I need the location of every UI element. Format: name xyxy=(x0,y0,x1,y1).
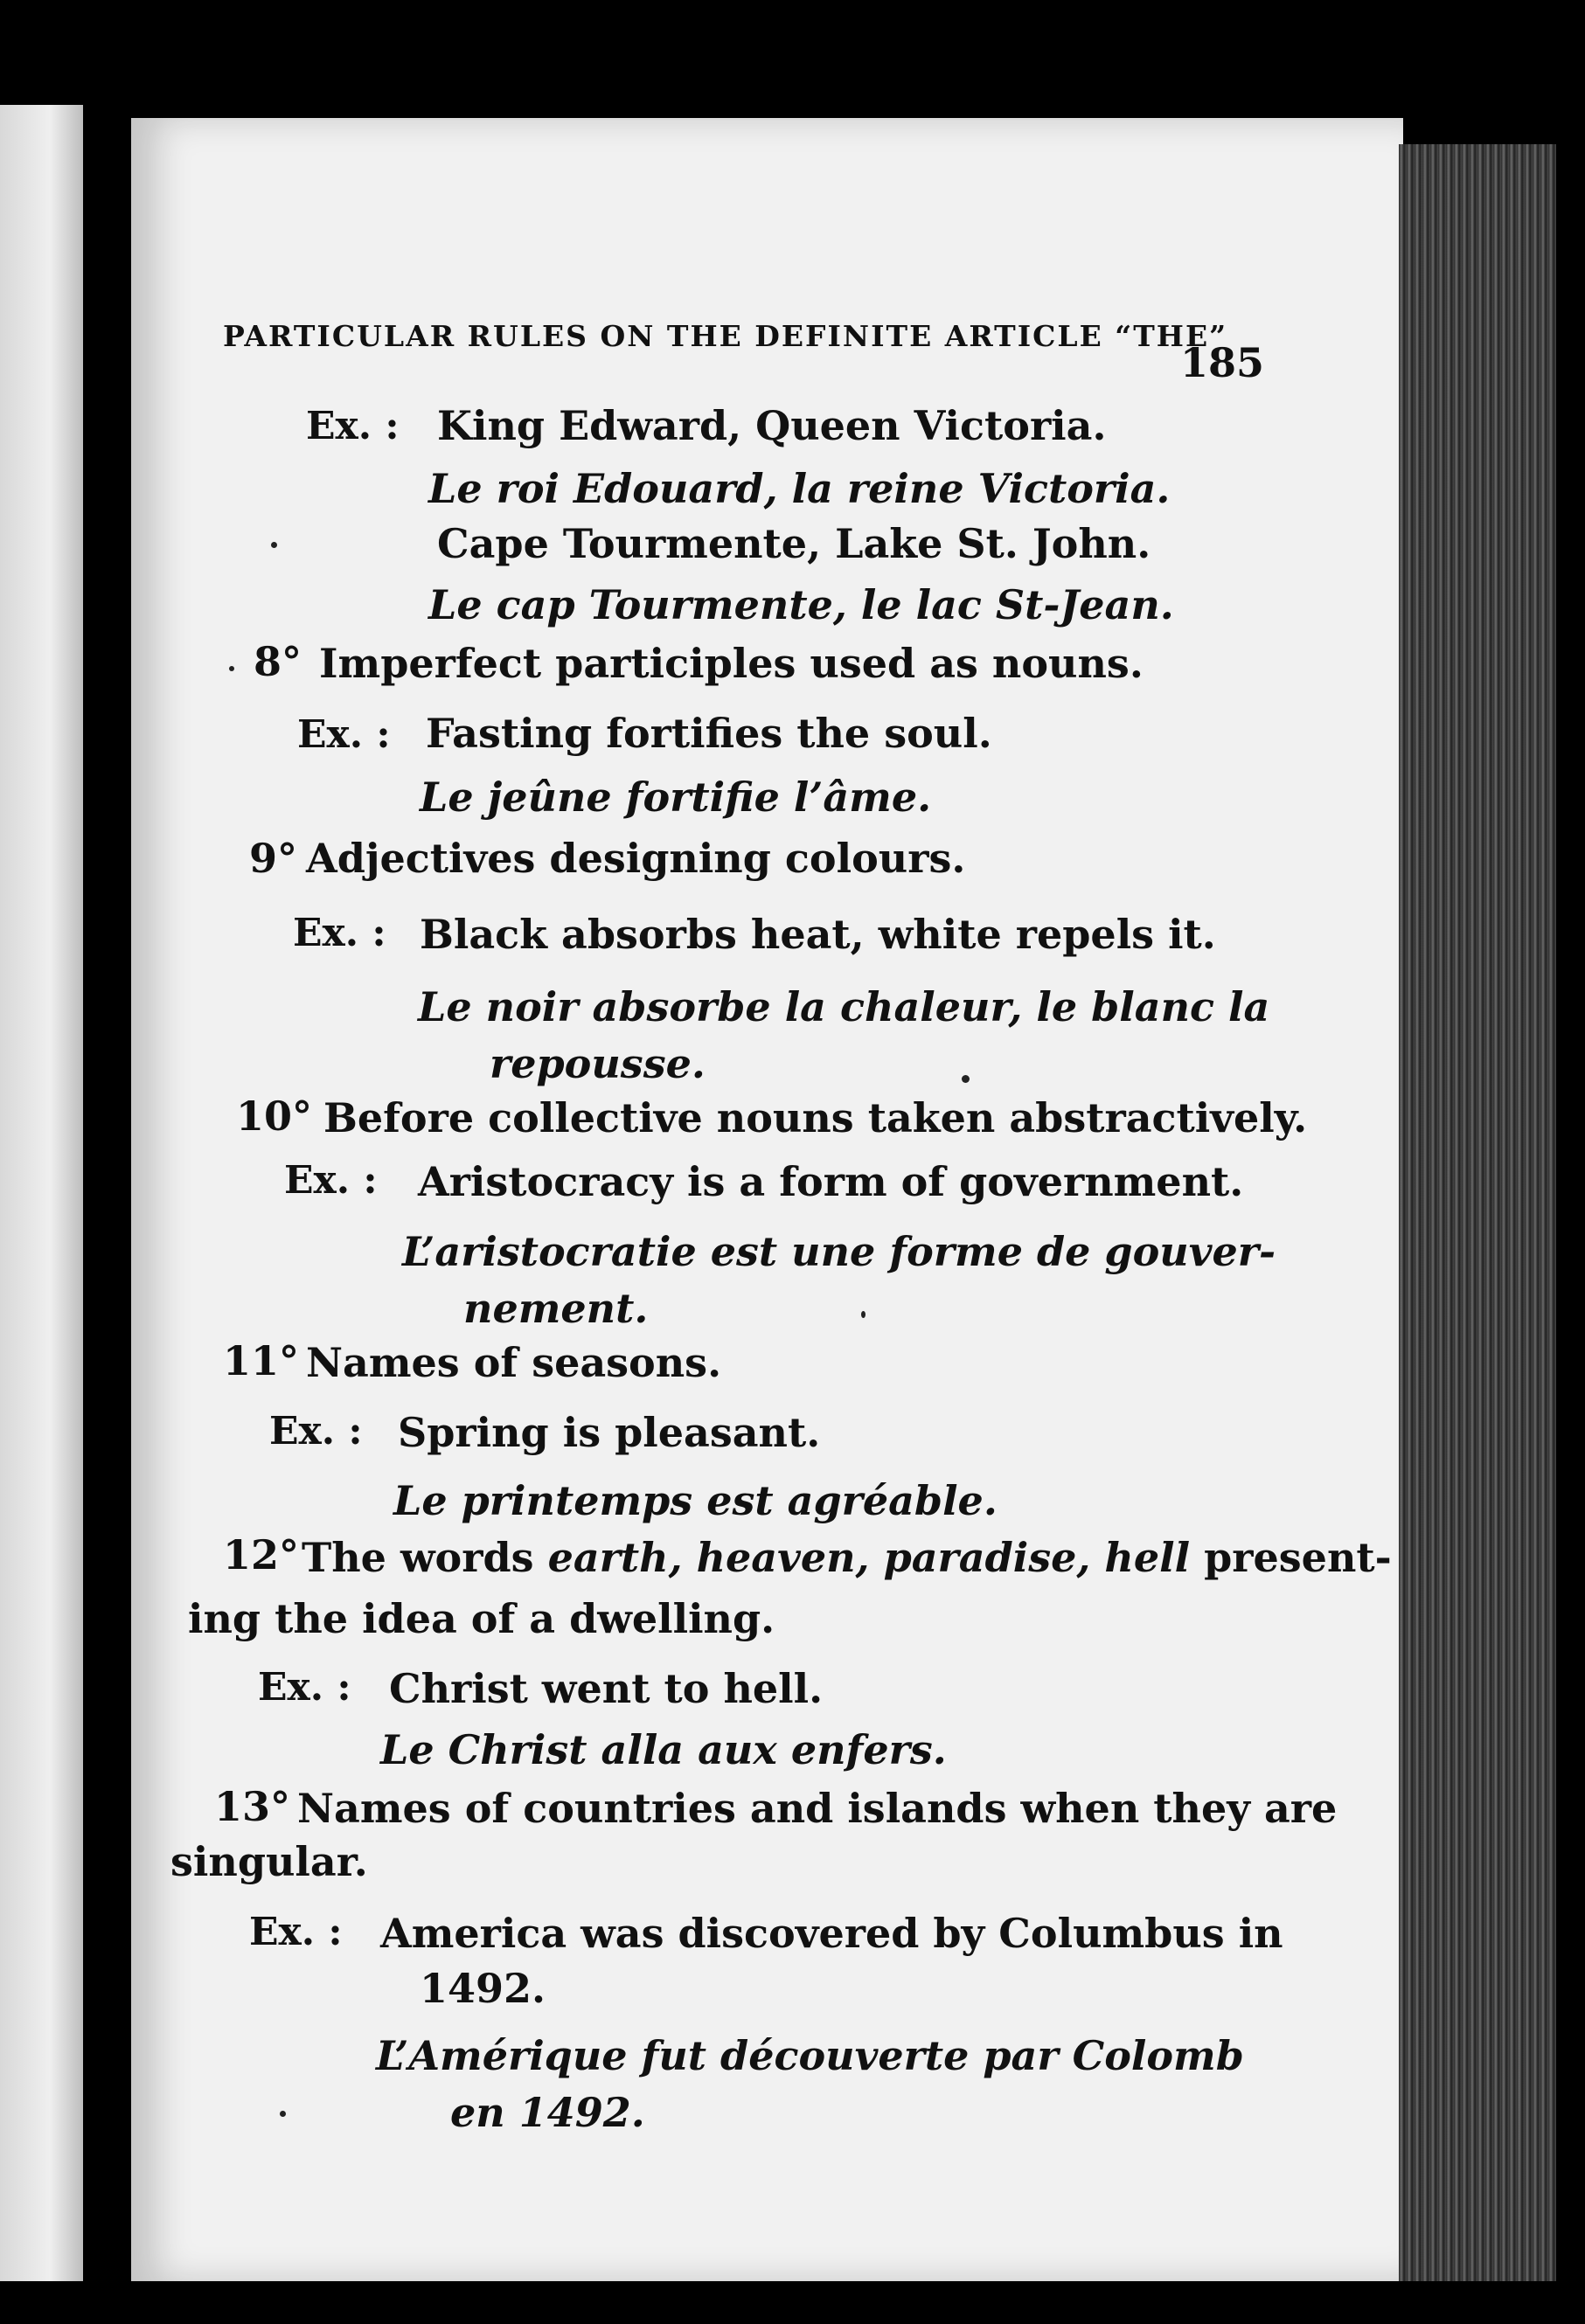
example-label: Ex. : xyxy=(293,911,386,955)
running-header: PARTICULAR RULES ON THE DEFINITE ARTICLE “THE” xyxy=(223,319,1228,353)
example-label: Ex. : xyxy=(258,1665,351,1710)
english-example: Spring is pleasant. xyxy=(398,1409,821,1456)
rule-text-continued: ing the idea of a dwelling. xyxy=(188,1595,775,1642)
rule-text: Adjectives designing colours. xyxy=(306,835,966,882)
rule-number: 12° xyxy=(223,1531,300,1578)
example-label: Ex. : xyxy=(284,1158,378,1203)
example-label: Ex. : xyxy=(297,712,391,757)
english-example-continued: 1492. xyxy=(420,1965,546,2012)
french-example: Le cap Tourmente, le lac St-Jean. xyxy=(428,581,1174,628)
scan-speck xyxy=(271,542,277,548)
example-label: Ex. : xyxy=(249,1910,343,1954)
example-label: Ex. : xyxy=(306,404,400,448)
french-example-continued: en 1492. xyxy=(450,2089,645,2136)
rule-text: The words earth, heaven, paradise, hell present- xyxy=(302,1534,1392,1581)
scan-speck xyxy=(229,666,234,671)
french-example-continued: repousse. xyxy=(490,1040,706,1087)
english-example: King Edward, Queen Victoria. xyxy=(437,402,1107,449)
french-example: Le jeûne fortifie l’âme. xyxy=(420,774,932,821)
french-example: Le printemps est agréable. xyxy=(393,1477,998,1524)
english-example: Fasting fortifies the soul. xyxy=(426,710,992,757)
rule-text-continued: singular. xyxy=(170,1838,368,1885)
rule-text: Names of countries and islands when they are xyxy=(297,1785,1338,1832)
english-example: Black absorbs heat, white repels it. xyxy=(420,911,1216,958)
french-example: L’aristocratie est une forme de gouver- xyxy=(402,1228,1276,1275)
french-example: Le roi Edouard, la reine Victoria. xyxy=(428,465,1171,512)
scan-speck xyxy=(280,2111,286,2117)
rule-number: 10° xyxy=(236,1093,313,1140)
rule-number: 8° xyxy=(254,638,302,685)
french-example-continued: nement. xyxy=(463,1285,649,1332)
french-example: L’Amérique fut découverte par Colomb xyxy=(376,2032,1244,2079)
rule-number: 9° xyxy=(249,835,298,882)
scan-speck xyxy=(962,1075,970,1083)
page-number: 185 xyxy=(1180,339,1265,386)
english-example: Christ went to hell. xyxy=(389,1665,824,1712)
english-example: America was discovered by Columbus in xyxy=(380,1910,1283,1957)
facing-page-edge xyxy=(0,105,83,2281)
rule-text: Imperfect participles used as nouns. xyxy=(319,640,1144,687)
example-label: Ex. : xyxy=(269,1409,363,1453)
rule-number: 13° xyxy=(214,1783,291,1830)
english-example: Cape Tourmente, Lake St. John. xyxy=(437,520,1151,567)
rule-number: 11° xyxy=(223,1337,300,1384)
english-example: Aristocracy is a form of government. xyxy=(418,1158,1244,1205)
rule-text: Before collective nouns taken abstractively. xyxy=(323,1094,1308,1141)
french-example: Le noir absorbe la chaleur, le blanc la xyxy=(418,983,1270,1030)
page-stack-edge xyxy=(1399,144,1556,2281)
rule-text: Names of seasons. xyxy=(306,1339,722,1386)
scan-speck xyxy=(861,1311,865,1318)
french-example: Le Christ alla aux enfers. xyxy=(380,1726,947,1773)
